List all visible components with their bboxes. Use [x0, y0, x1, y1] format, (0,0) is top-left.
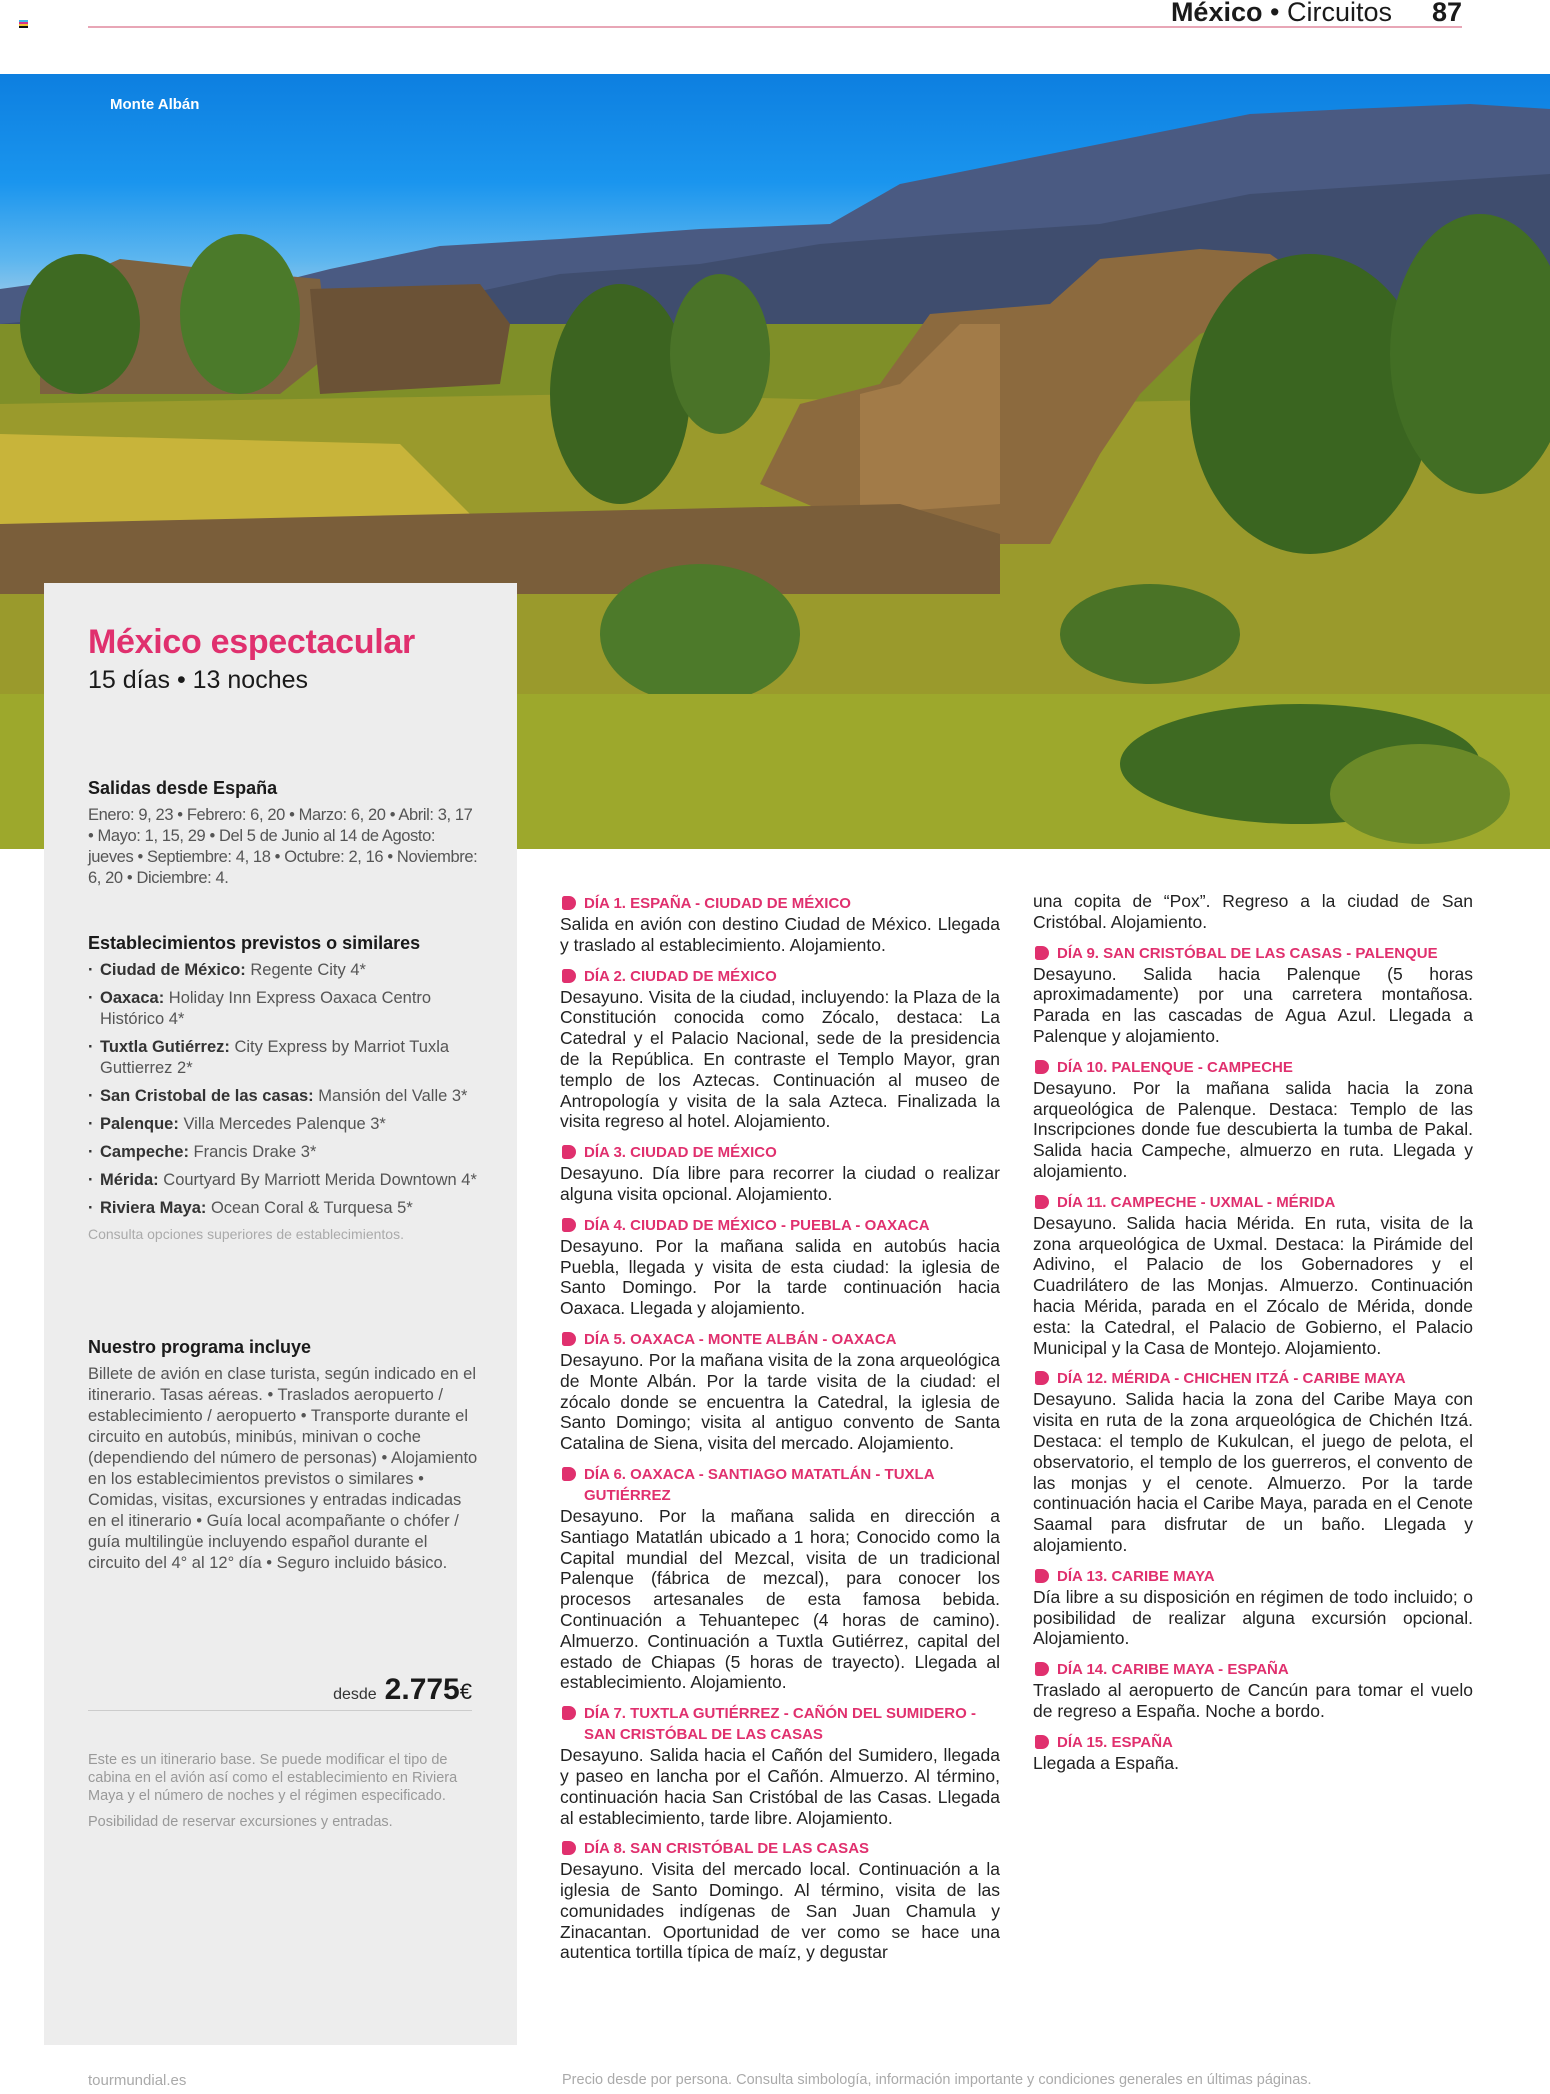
footer-note: Precio desde por persona. Consulta simbología, información importante y condiciones generales en últimas páginas. [562, 2072, 1312, 2088]
day-description: Desayuno. Salida hacia Palenque (5 horas aproximadamente) por una carretera montañosa. Parada en las cascadas de Agua Azul. Llegada a Palenque y alojamiento. [1033, 963, 1473, 1046]
day-description: Llegada a España. [1033, 1752, 1179, 1773]
day-description: Desayuno. Por la mañana salida en autobús hacia Puebla, llegada y visita de esta ciudad: la iglesia de Santo Domingo. Por la tarde continuación hacia Oaxaca. Llegada y alojamiento. [560, 1235, 1000, 1319]
day-title: DÍA 13. CARIBE MAYA [1057, 1567, 1215, 1585]
disclaimer [88, 1751, 468, 1831]
itinerary-day-15 [1033, 1732, 1473, 1774]
day-marker-icon [1035, 1195, 1049, 1209]
hotel-city: Riviera Maya: [100, 1199, 207, 1217]
hotel-item [88, 1170, 488, 1191]
hotel-city: Oaxaca: [100, 989, 165, 1007]
day-description: una copita de “Pox”. Regreso a la ciudad de San Cristóbal. Alojamiento. [1033, 891, 1473, 932]
day-description: Desayuno. Día libre para recorrer la ciudad o realizar alguna visita opcional. Alojamiento. [560, 1163, 1000, 1204]
price-box [88, 1673, 472, 1711]
day-description: Desayuno. Visita de la ciudad, incluyendo: la Plaza de la Constitución conocida como Zócalo, destaca: La Catedral y el Palacio Nacional, sede de la presidencia de la República. En contraste el Templo Mayor, gran templo de los Aztecas. Continuación al museo de Antropología y visita de la sala Azteca. Finalizada la visita regreso al hotel. Alojamiento. [560, 986, 1000, 1132]
day-title: DÍA 3. CIUDAD DE MÉXICO [584, 1144, 777, 1162]
day-description: Día libre a su disposición en régimen de todo incluido; o posibilidad de realizar alguna excursión opcional. Alojamiento. [1033, 1586, 1473, 1649]
day-description: Desayuno. Salida hacia la zona del Caribe Maya con visita en ruta de la zona arqueológica de Chichén Itzá. Destaca: el templo de Kukulcan, el juego de pelota, el observatorio, el templo de los guerreros, el convento de las monjas y el cenote. Almuerzo. Por la tarde continuación hacia el Caribe Maya, parada en el Cenote Saamal para disfrutar de un baño. Llegada y alojamiento. [1033, 1389, 1473, 1555]
day-title: DÍA 10. PALENQUE - CAMPECHE [1057, 1058, 1293, 1076]
includes-heading: Nuestro programa incluye [88, 1337, 312, 1357]
print-color-mark [19, 20, 28, 28]
hotel-name: Francis Drake 3* [188, 1143, 317, 1161]
hotel-item [88, 1086, 488, 1107]
itinerary-day-8-continued [1033, 891, 1473, 933]
hotels-heading: Establecimientos previstos o similares [88, 933, 421, 953]
hotel-item [88, 1037, 488, 1079]
website-link[interactable]: tourmundial.es [88, 2072, 187, 2089]
departures-dates: Enero: 9, 23 • Febrero: 6, 20 • Marzo: 6, 20 • Abril: 3, 17 • Mayo: 1, 15, 29 • Del 5 de Junio al 14 de Agosto: jueves • Septiembre: 4, 18 • Octubre: 2, 16 • Noviembre: 6, 20 • Diciembre: 4. [88, 806, 478, 887]
day-marker-icon [1035, 1662, 1049, 1676]
day-title: DÍA 6. OAXACA - SANTIAGO MATATLÁN - TUXLA GUTIÉRREZ [584, 1465, 934, 1504]
day-description: Desayuno. Salida hacia Mérida. En ruta, visita de la zona arqueológica de Uxmal. Destaca: la Pirámide del Adivino, el Palacio de los Gobernadores y el Cuadrilátero de las Monjas. Almuerzo. Continuación hacia Mérida, parada en el Zócalo de Mérida, donde esta: la Catedral, el Palacio de Gobierno, el Palacio Municipal y la Casa de Montejo. Alojamiento. [1033, 1212, 1473, 1358]
hotel-city: San Cristobal de las casas: [100, 1087, 314, 1105]
hotel-item [88, 1198, 488, 1219]
itinerary-day-6 [560, 1464, 1000, 1693]
trip-title: México espectacular [88, 623, 415, 661]
itinerary-day-2 [560, 966, 1000, 1133]
hotel-name: Mansión del Valle 3* [313, 1087, 468, 1105]
day-marker-icon [562, 1706, 576, 1720]
page-number: 87 [1431, 0, 1462, 27]
hotel-city: Tuxtla Gutiérrez: [100, 1038, 230, 1056]
day-marker-icon [1035, 1735, 1049, 1749]
day-description: Traslado al aeropuerto de Cancún para tomar el vuelo de regreso a España. Noche a bordo. [1033, 1680, 1473, 1721]
disclaimer-excursions: Posibilidad de reservar excursiones y entradas. [88, 1814, 393, 1830]
itinerary-day-11 [1033, 1192, 1473, 1359]
day-title: DÍA 14. CARIBE MAYA - ESPAÑA [1057, 1661, 1289, 1679]
page-header [88, 0, 1462, 28]
day-marker-icon [562, 1841, 576, 1855]
header-separator: • [1270, 0, 1280, 27]
price-value: 2.775 [384, 1673, 460, 1706]
day-marker-icon [562, 969, 576, 983]
day-description: Salida en avión con destino Ciudad de México. Llegada y traslado al establecimiento. Alojamiento. [560, 914, 1000, 955]
hotel-item [88, 1142, 488, 1163]
includes-section [88, 1337, 483, 1574]
day-title: DÍA 15. ESPAÑA [1057, 1733, 1173, 1751]
day-marker-icon [562, 1467, 576, 1481]
day-title: DÍA 12. MÉRIDA - CHICHEN ITZÁ - CARIBE MAYA [1057, 1370, 1406, 1388]
day-marker-icon [562, 1145, 576, 1159]
day-title: DÍA 4. CIUDAD DE MÉXICO - PUEBLA - OAXACA [584, 1216, 930, 1234]
price-from-label: desde [333, 1686, 377, 1703]
itinerary-day-14 [1033, 1659, 1473, 1722]
departures-heading: Salidas desde España [88, 778, 278, 798]
day-description: Desayuno. Por la mañana salida en dirección a Santiago Matatlán ubicado a 1 hora; Conocido como la Capital mundial del Mezcal, visita de un tradicional Palenque (fábrica de mezcal), para conocer los procesos artesanales de esta famosa bebida. Continuación a Tehuantepec (4 horas de camino). Almuerzo. Continuación a Tuxtla Gutiérrez, capital del estado de Chiapas (5 horas de trayecto). Llegada al establecimiento. Alojamiento. [560, 1505, 1000, 1693]
hotel-item [88, 960, 488, 981]
hotel-item [88, 988, 488, 1030]
day-marker-icon [1035, 946, 1049, 960]
day-description: Desayuno. Por la mañana salida hacia la zona arqueológica de Palenque. Destaca: Templo de las Inscripciones donde fue descubierta la tumba de Pakal. Salida hacia Campeche, almuerzo en ruta. Llegada y alojamiento. [1033, 1077, 1473, 1181]
hotel-city: Palenque: [100, 1115, 179, 1133]
hotel-name: Ocean Coral & Turquesa 5* [206, 1199, 413, 1217]
day-description: Desayuno. Por la mañana visita de la zona arqueológica de Monte Albán. Por la tarde visita de la ciudad: el zócalo donde se encuentra la Catedral, la iglesia de Santo Domingo; visita al antiguo convento de Santa Catalina de Siena, visita del mercado. Alojamiento. [560, 1349, 1000, 1454]
day-marker-icon [1035, 1371, 1049, 1385]
day-title: DÍA 8. SAN CRISTÓBAL DE LAS CASAS [584, 1840, 870, 1858]
hotel-city: Campeche: [100, 1143, 189, 1161]
includes-text: Billete de avión en clase turista, según indicado en el itinerario. Tasas aéreas. • Traslados aeropuerto / establecimiento / aeropuerto • Transporte durante el circuito en autobús, minibús, minivan o coche (dependiendo del número de personas) • Alojamiento en los establecimientos previstos o similares • Comidas, visitas, excursiones y entradas indicadas en el itinerario • Guía local acompañante o chófer / guía multilingüe incluyendo español durante el circuito del 4° al 12° día • Seguro incluido básico. [88, 1365, 478, 1572]
trip-duration: 15 días • 13 noches [88, 666, 309, 694]
day-title: DÍA 2. CIUDAD DE MÉXICO [584, 967, 777, 985]
price-currency: € [459, 1679, 472, 1704]
day-marker-icon [1035, 1060, 1049, 1074]
country-label: México [1170, 0, 1263, 27]
itinerary-day-9 [1033, 943, 1473, 1047]
hotels-note: Consulta opciones superiores de establecimientos. [88, 1226, 404, 1242]
itinerary-day-4 [560, 1215, 1000, 1319]
hotel-name: Villa Mercedes Palenque 3* [178, 1115, 386, 1133]
day-title: DÍA 7. TUXTLA GUTIÉRREZ - CAÑÓN DEL SUMIDERO - SAN CRISTÓBAL DE LAS CASAS [584, 1705, 976, 1744]
itinerary-day-8 [560, 1838, 1000, 1963]
hotel-name: City Express by Marriot Tuxla Guttierrez 2* [100, 1038, 450, 1077]
section-title [1171, 0, 1392, 28]
departures-section [88, 778, 478, 889]
day-marker-icon [562, 1218, 576, 1232]
trip-summary-panel [44, 583, 517, 2045]
itinerary-day-1 [560, 893, 1000, 956]
itinerary-day-7 [560, 1703, 1000, 1828]
disclaimer-itinerary: Este es un itinerario base. Se puede modificar el tipo de cabina en el avión así como el establecimiento en Riviera Maya y el número de noches y el régimen especificado. [88, 1752, 458, 1804]
itinerary-day-5 [560, 1329, 1000, 1454]
day-marker-icon [1035, 1569, 1049, 1583]
itinerary-day-13 [1033, 1566, 1473, 1649]
hotel-list [88, 960, 488, 1219]
itinerary-day-10 [1033, 1057, 1473, 1182]
day-title: DÍA 5. OAXACA - MONTE ALBÁN - OAXACA [584, 1330, 897, 1348]
hotel-city: Mérida: [100, 1171, 159, 1189]
day-marker-icon [562, 896, 576, 910]
hotels-section [88, 933, 488, 1242]
day-title: DÍA 1. ESPAÑA - CIUDAD DE MÉXICO [584, 895, 851, 912]
section-label: Circuitos [1286, 0, 1392, 27]
hotel-city: Ciudad de México: [100, 961, 246, 979]
hotel-name: Holiday Inn Express Oaxaca Centro Histórico 4* [100, 989, 432, 1028]
itinerary-day-12 [1033, 1368, 1473, 1555]
day-title: DÍA 11. CAMPECHE - UXMAL - MÉRIDA [1057, 1193, 1336, 1211]
hotel-name: Courtyard By Marriott Merida Downtown 4* [158, 1171, 477, 1189]
itinerary-column-2 [1033, 891, 1473, 1784]
day-title: DÍA 9. SAN CRISTÓBAL DE LAS CASAS - PALENQUE [1057, 944, 1438, 962]
day-description: Desayuno. Salida hacia el Cañón del Sumidero, llegada y paseo en lancha por el Cañón. Almuerzo. Al término, continuación hacia San Cristóbal de las Casas. Llegada al establecimiento, tarde libre. Alojamiento. [560, 1745, 1000, 1828]
hotel-name: Regente City 4* [245, 961, 366, 979]
itinerary-column-1 [560, 893, 1000, 1973]
day-description: Desayuno. Visita del mercado local. Continuación a la iglesia de Santo Domingo. Al término, visita de las comunidades indígenas de San Juan Chamula y Zinacantan. Oportunidad de ver como se hace una autentica tortilla típica de maíz, y degustar [560, 1859, 1000, 1963]
photo-caption: Monte Albán [110, 96, 200, 113]
itinerary-day-3 [560, 1142, 1000, 1205]
hotel-item [88, 1114, 488, 1135]
day-marker-icon [562, 1332, 576, 1346]
